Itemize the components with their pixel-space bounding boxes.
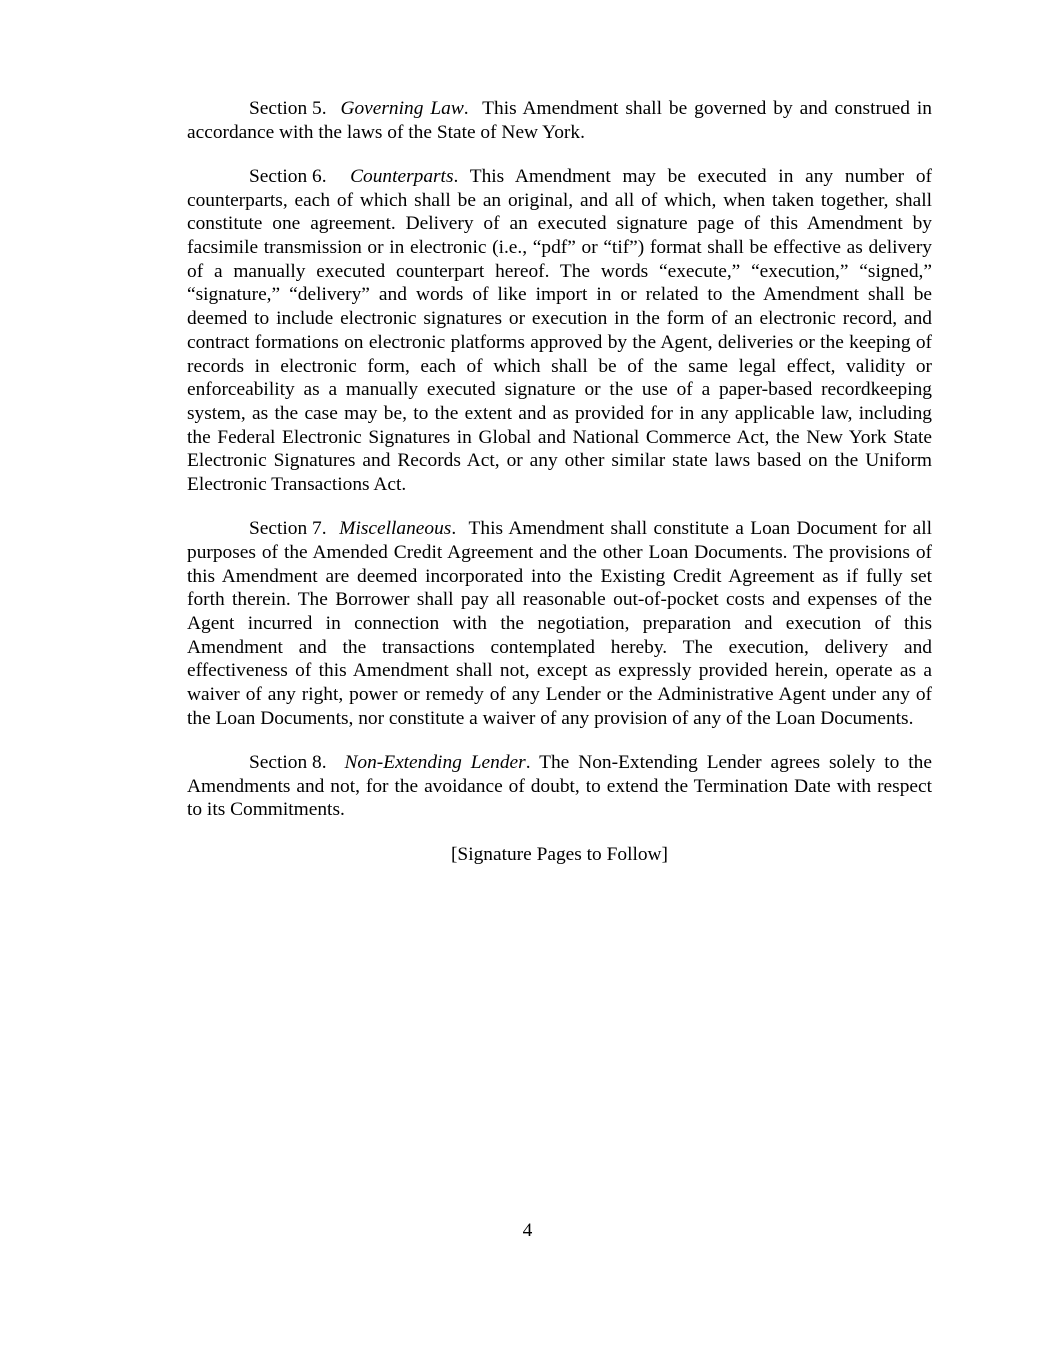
section-heading: Counterparts bbox=[350, 165, 454, 187]
section-body: This Amendment shall be governed by and construed in accordance with the laws of the State of New York. bbox=[187, 98, 932, 143]
signature-pages-notice: [Signature Pages to Follow] bbox=[450, 843, 669, 865]
section-6: Section 6. Counterparts. This Amendment may be executed in any number of counterparts, each of which shall be an original, and all of which, when taken together, shall constitute one agreement. Delivery of an executed signature page of this Amendment by facsimile transmission or in electronic (i.e., “pdf” or “tif”) format shall be effective as delivery of a manually executed counterpart hereof. The words “execute,” “execution,” “signed,” “signature,” “delivery” and words of like import in or related to the Amendment shall be deemed to include electronic signatures or execution in the form of an electronic record, and contract formations on electronic platforms approved by the Agent, deliveries or the keeping of records in electronic form, each of which shall be of the same legal effect, validity or enforceability as a manually executed signature or the use of a paper-based recordkeeping system, as the case may be, to the extent and as provided for in any applicable law, including the Federal Electronic Signatures in Global and National Commerce Act, the New York State Electronic Signatures and Records Act, or any other similar state laws based on the Uniform Electronic Transactions Act. bbox=[187, 165, 932, 496]
section-5: Section 5. Governing Law. This Amendment shall be governed by and construed in accordance with the laws of the State of New York. bbox=[187, 98, 932, 143]
section-heading: Miscellaneous bbox=[339, 518, 452, 540]
section-number: Section 6. bbox=[249, 165, 327, 187]
section-body: This Amendment may be executed in any number of counterparts, each of which shall be an original, and all of which, when taken together, shall constitute one agreement. Delivery of an executed signature page of this Amendment by facsimile transmission or in electronic (i.e., “pdf” or “tif”) format shall be effective as delivery of a manually executed counterpart hereof. The words “execute,” “execution,” “signed,” “signature,” “delivery” and words of like import in or related to the Amendment shall be deemed to include electronic signatures or execution in the form of an electronic record, and contract formations on electronic platforms approved by the Agent, deliveries or the keeping of records in electronic form, each of which shall be of the same legal effect, validity or enforceability as a manually executed signature or the use of a paper-based recordkeeping system, as the case may be, to the extent and as provided for in any applicable law, including the Federal Electronic Signatures in Global and National Commerce Act, the New York State Electronic Signatures and Records Act, or any other similar state laws based on the Uniform Electronic Transactions Act. bbox=[187, 165, 932, 496]
section-body: This Amendment shall constitute a Loan Document for all purposes of the Amended Credit Agreement and the other Loan Documents. The provisions of this Amendment are deemed incorporated into the Existing Credit Agreement as if fully set forth therein. The Borrower shall pay all reasonable out-of-pocket costs and expenses of the Agent incurred in connection with the negotiation, preparation and execution of this Amendment and the transactions contemplated hereby. The execution, delivery and effectiveness of this Amendment shall not, except as expressly provided herein, operate as a waiver of any right, power or remedy of any Lender or the Administrative Agent under any of the Loan Documents, nor constitute a waiver of any provision of any of the Loan Documents. bbox=[187, 518, 932, 729]
page-number: 4 bbox=[522, 1220, 533, 1241]
section-heading: Non-Extending Lender bbox=[344, 752, 526, 774]
section-number: Section 8. bbox=[249, 752, 327, 774]
section-8: Section 8. Non-Extending Lender. The Non-Extending Lender agrees solely to the Amendments and not, for the avoidance of doubt, to extend the Termination Date with respect to its Commitments. bbox=[187, 752, 932, 821]
section-number: Section 7. bbox=[249, 518, 327, 540]
section-heading: Governing Law bbox=[340, 98, 464, 119]
section-body: The Non-Extending Lender agrees solely to the Amendments and not, for the avoidance of doubt, to extend the Termination Date with respect to its Commitments. bbox=[187, 752, 932, 821]
section-number: Section 5. bbox=[249, 98, 327, 119]
document-page bbox=[187, 97, 932, 886]
section-7: Section 7. Miscellaneous. This Amendment shall constitute a Loan Document for all purposes of the Amended Credit Agreement and the other Loan Documents. The provisions of this Amendment are deemed incorporated into the Existing Credit Agreement as if fully set forth therein. The Borrower shall pay all reasonable out-of-pocket costs and expenses of the Agent incurred in connection with the negotiation, preparation and execution of this Amendment and the transactions contemplated hereby. The execution, delivery and effectiveness of this Amendment shall not, except as expressly provided herein, operate as a waiver of any right, power or remedy of any Lender or the Administrative Agent under any of the Loan Documents, nor constitute a waiver of any provision of any of the Loan Documents. bbox=[187, 518, 932, 729]
